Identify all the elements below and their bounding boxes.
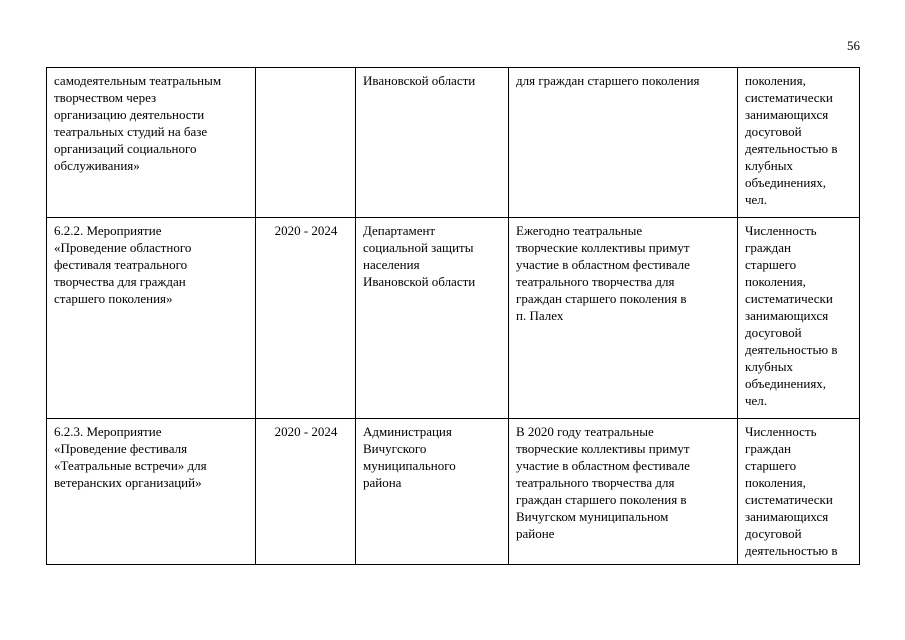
result-cell: В 2020 году театральные творческие коллективы примут участие в областном фестивале театрального творчества для граждан старшего поколения в Вичугском муниципальном районе (509, 419, 738, 565)
executor-cell: Ивановской области (356, 68, 509, 218)
period-cell: 2020 - 2024 (256, 419, 356, 565)
activities-table (46, 67, 860, 565)
event-cell: самодеятельным театральным творчеством через организацию деятельности театральных студий на базе организаций социального обслуживания» (47, 68, 256, 218)
table-row (47, 419, 860, 565)
page-number: 56 (847, 38, 860, 53)
table-row (47, 68, 860, 218)
period-cell: 2020 - 2024 (256, 218, 356, 419)
event-cell: 6.2.3. Мероприятие «Проведение фестиваля «Театральные встречи» для ветеранских организаций» (47, 419, 256, 565)
period-cell (256, 68, 356, 218)
table-row (47, 218, 860, 419)
result-cell: для граждан старшего поколения (509, 68, 738, 218)
indicator-cell: Численность граждан старшего поколения, систематически занимающихся досуговой деятельностью в (738, 419, 860, 565)
result-cell: Ежегодно театральные творческие коллективы примут участие в областном фестивале театрального творчества для граждан старшего поколения в п. Палех (509, 218, 738, 419)
indicator-cell: поколения, систематически занимающихся досуговой деятельностью в клубных объединениях, чел. (738, 68, 860, 218)
executor-cell: Администрация Вичугского муниципального района (356, 419, 509, 565)
executor-cell: Департамент социальной защиты населения Ивановской области (356, 218, 509, 419)
event-cell: 6.2.2. Мероприятие «Проведение областного фестиваля театрального творчества для граждан старшего поколения» (47, 218, 256, 419)
indicator-cell: Численность граждан старшего поколения, систематически занимающихся досуговой деятельностью в клубных объединениях, чел. (738, 218, 860, 419)
